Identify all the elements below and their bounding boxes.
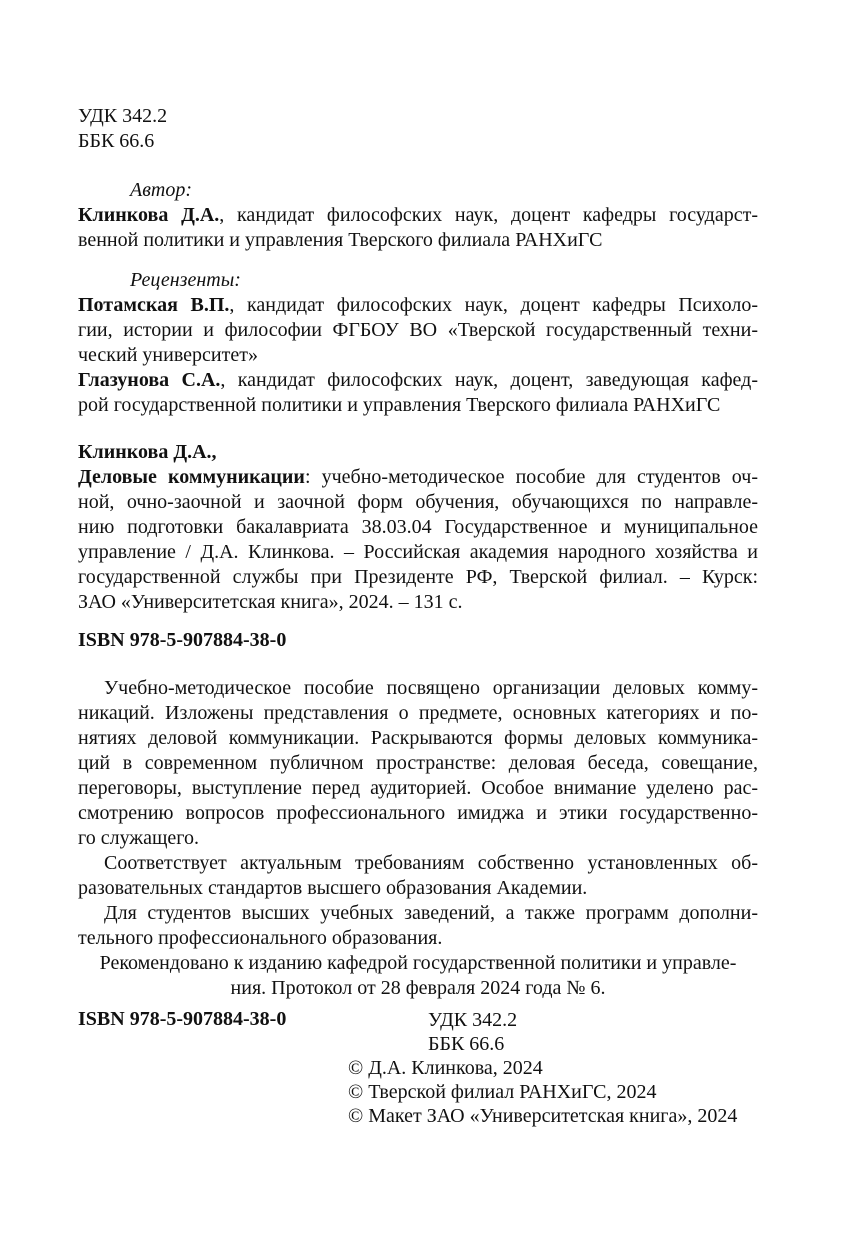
footer-bbk: ББК 66.6 <box>428 1033 505 1055</box>
abstract-p1-line-2: никаций. Изложены представления о предмете, основных категориях и по- <box>78 702 758 724</box>
abstract-p1-line-1: Учебно-методическое пособие посвящено организации деловых комму- <box>104 677 758 699</box>
copyright-author: © Д.А. Клинкова, 2024 <box>348 1057 543 1079</box>
footer-udk: УДК 342.2 <box>428 1009 518 1031</box>
reviewers-section <box>78 268 758 418</box>
biblio-description: : учебно-методическое пособие для студентов оч- <box>304 466 759 488</box>
bbk-code: ББК 66.6 <box>78 130 155 152</box>
footer-copyright <box>348 1008 768 1128</box>
isbn-section <box>78 628 758 653</box>
biblio-line-6: ЗАО «Университетская книга», 2024. – 131 с. <box>78 591 463 613</box>
abstract-p1-line-4: ций в современном публичном пространстве: деловая беседа, совещание, <box>78 752 758 774</box>
abstract-p1-line-5: переговоры, выступление перед аудиторией. Особое внимание уделено рас- <box>78 777 758 799</box>
isbn-number: ISBN 978-5-907884-38-0 <box>78 629 287 651</box>
reviewer-1-name: Потамская В.П. <box>78 294 230 316</box>
reviewer-1-line-2: гии, истории и философии ФГБОУ ВО «Тверской государственный техни- <box>78 319 758 341</box>
reviewer-2-line-2: рой государственной политики и управления Тверского филиала РАНХиГС <box>78 394 721 416</box>
reviewer-2-line-1 <box>78 368 758 393</box>
author-description: , кандидат философских наук, доцент кафедры государст- <box>219 204 758 226</box>
abstract-p3-line-2: тельного профессионального образования. <box>78 927 443 949</box>
author-section <box>78 178 758 253</box>
abstract-p3-line-1: Для студентов высших учебных заведений, а также программ дополни- <box>104 902 758 924</box>
biblio-line-5: государственной службы при Президенте РФ, Тверской филиал. – Курск: <box>78 566 758 588</box>
biblio-line-3: нию подготовки бакалавриата 38.03.04 Государственное и муниципальное <box>78 516 758 538</box>
reviewer-2-description: , кандидат философских наук, доцент, заведующая кафед- <box>220 369 758 391</box>
abstract-p2-line-1: Соответствует актуальным требованиям собственно установленных об- <box>104 852 758 874</box>
abstract-p1-line-3: нятиях деловой коммуникации. Раскрываются формы деловых коммуника- <box>78 727 758 749</box>
reviewer-2-name: Глазунова С.А. <box>78 369 221 391</box>
abstract <box>78 676 758 1001</box>
copyright-branch: © Тверской филиал РАНХиГС, 2024 <box>348 1081 657 1103</box>
footer-isbn-number: ISBN 978-5-907884-38-0 <box>78 1008 287 1030</box>
biblio-author: Клинкова Д.А., <box>78 441 217 463</box>
udk-code: УДК 342.2 <box>78 105 168 127</box>
reviewer-1-line-3: ческий университет» <box>78 344 258 366</box>
abstract-p2-line-2: разовательных стандартов высшего образования Академии. <box>78 877 588 899</box>
reviewers-heading: Рецензенты: <box>130 269 241 291</box>
footer-isbn <box>78 1007 338 1032</box>
author-line-2: венной политики и управления Тверского филиала РАНХиГС <box>78 229 603 251</box>
abstract-p1-line-6: смотрению вопросов профессионального имиджа и этики государственно- <box>78 802 758 824</box>
biblio-line-4: управление / Д.А. Клинкова. – Российская академия народного хозяйства и <box>78 541 758 563</box>
abstract-p1-line-7: го служащего. <box>78 827 199 849</box>
author-line-1 <box>78 203 758 228</box>
biblio-line-1 <box>78 465 758 490</box>
reviewer-1-line-1 <box>78 293 758 318</box>
author-heading: Автор: <box>130 179 193 201</box>
classification-codes <box>78 104 758 154</box>
biblio-line-2: ной, очно-заочной и заочной форм обучения, обучающихся по направле- <box>78 491 758 513</box>
bibliographic-record <box>78 440 758 615</box>
copyright-layout: © Макет ЗАО «Университетская книга», 2024 <box>348 1105 738 1127</box>
reviewer-1-description: , кандидат философских наук, доцент кафедры Психоло- <box>229 294 758 316</box>
biblio-title: Деловые коммуникации <box>78 466 305 488</box>
abstract-p4-line-2: ния. Протокол от 28 февраля 2024 года № 6. <box>230 977 606 999</box>
abstract-p4-line-1: Рекомендовано к изданию кафедрой государственной политики и управле- <box>99 952 737 974</box>
author-name: Клинкова Д.А. <box>78 204 220 226</box>
